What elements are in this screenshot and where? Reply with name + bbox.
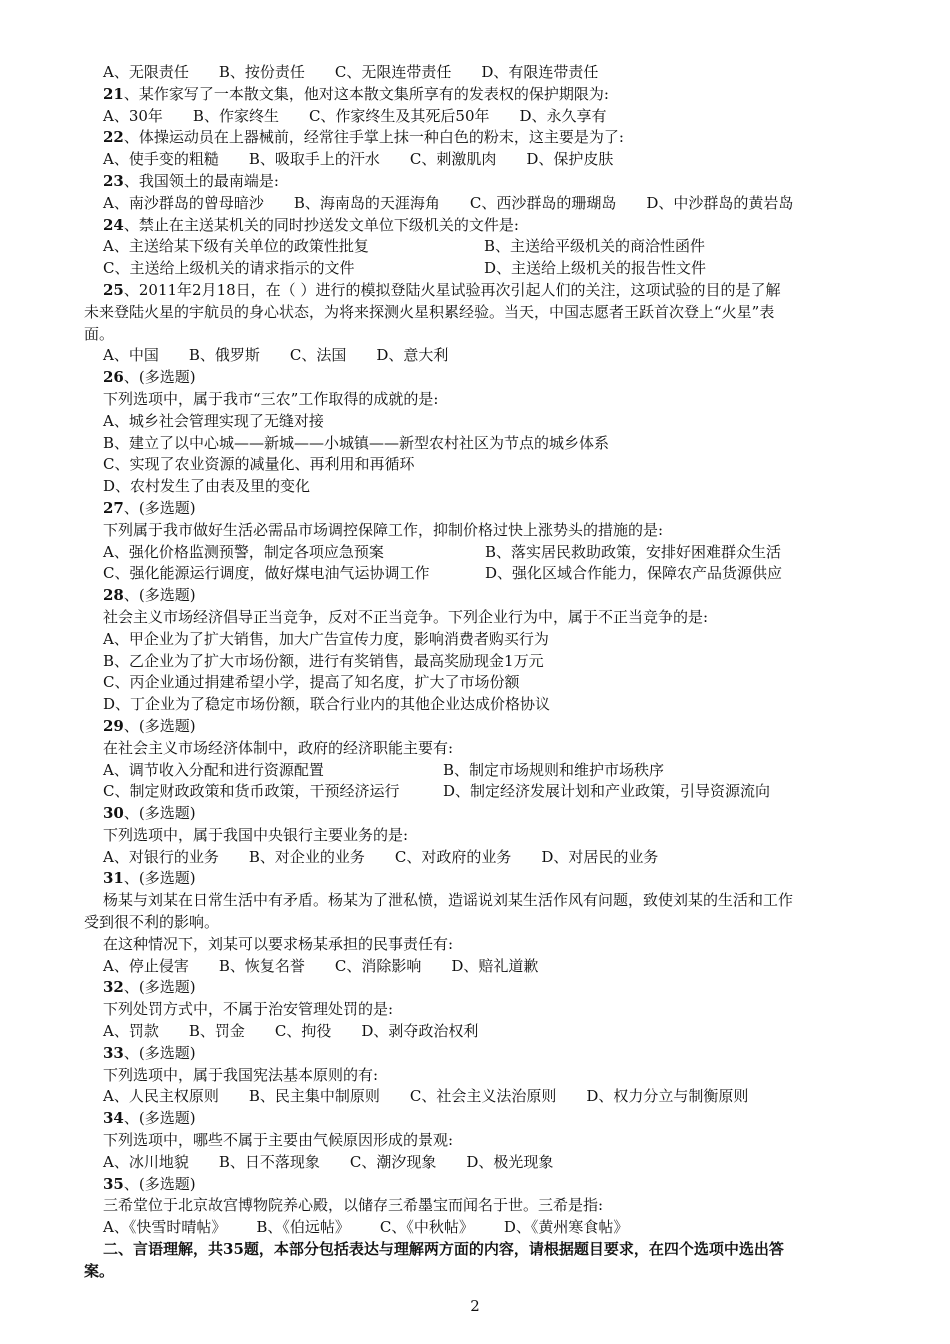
option-b: B、作家终生	[192, 106, 279, 125]
options-row	[84, 258, 874, 280]
question-tag: 、(多选题)	[123, 804, 196, 823]
question-number: 26	[103, 368, 124, 387]
option-b: B、恢复名誉	[218, 956, 305, 975]
option-c: C、法国	[289, 346, 347, 365]
option-d: D、强化区域合作能力，保障农产品货源供应	[485, 564, 783, 583]
option-a: A、调节收入分配和进行资源配置	[103, 760, 324, 779]
option-c: C、潮汐现象	[349, 1152, 437, 1171]
question-stem: 杨某与刘某在日常生活中有矛盾。杨某为了泄私愤，造谣说刘某生活作风有问题，致使刘某的生活和工作	[103, 891, 794, 910]
page-number: 2	[470, 1297, 480, 1315]
question-text: 、体操运动员在上器械前，经常往手掌上抹一种白色的粉末，这主要是为了:	[123, 128, 624, 147]
question-number: 30	[103, 804, 124, 823]
option-b: B、建立了以中心城——新城——小城镇——新型农村社区为节点的城乡体系	[103, 433, 610, 452]
option-b: B、《伯远帖》	[256, 1218, 350, 1237]
question-number: 23	[103, 171, 124, 190]
question-stem: 下列选项中，属于我市“三农”工作取得的成就的是:	[103, 389, 439, 408]
question-tag: 、(多选题)	[123, 1043, 196, 1062]
question-30	[84, 803, 874, 825]
options-row	[84, 106, 874, 128]
option-c: C、对政府的业务	[394, 847, 512, 866]
question-stem: 下列选项中，哪些不属于主要由气候原因形成的景观:	[103, 1131, 454, 1150]
question-number: 33	[103, 1043, 124, 1062]
section-heading-cont: 案。	[84, 1261, 115, 1280]
option-a: A、中国	[103, 346, 159, 365]
question-number: 32	[103, 978, 124, 997]
question-35	[84, 1174, 874, 1196]
page-content	[84, 62, 874, 1283]
option-c: C、刺激肌肉	[409, 150, 497, 169]
question-number: 29	[103, 716, 124, 735]
question-stem: 在这种情况下，刘某可以要求杨某承担的民事责任有:	[103, 934, 454, 953]
question-21	[84, 84, 874, 106]
question-tag: 、(多选题)	[123, 498, 196, 517]
question-24	[84, 215, 874, 237]
question-number: 24	[103, 215, 124, 234]
question-stem: 下列选项中，属于我国宪法基本原则的有:	[103, 1065, 379, 1084]
option-d: D、对居民的业务	[541, 847, 659, 866]
question-tag: 、(多选题)	[123, 368, 196, 387]
question-tag: 、(多选题)	[123, 716, 196, 735]
question-stem: 下列处罚方式中，不属于治安管理处罚的是:	[103, 1000, 394, 1019]
options-row	[84, 1021, 874, 1043]
question-tag: 、(多选题)	[123, 586, 196, 605]
question-stem-cont: 受到很不利的影响。	[84, 913, 220, 932]
options-row	[84, 1152, 874, 1174]
question-stem: 社会主义市场经济倡导正当竞争，反对不正当竞争。下列企业行为中，属于不正当竞争的是:	[103, 607, 709, 626]
option-a: A、《快雪时晴帖》	[103, 1218, 227, 1237]
option-c: C、社会主义法治原则	[409, 1087, 557, 1106]
options-row	[84, 847, 874, 869]
options-row	[84, 236, 874, 258]
options-row	[84, 1217, 874, 1239]
option-a: A、30年	[103, 106, 163, 125]
option-a: A、甲企业为了扩大销售，加大广告宣传力度，影响消费者购买行为	[103, 629, 549, 648]
option-a: A、无限责任	[103, 63, 189, 81]
option-b: B、吸取手上的汗水	[248, 150, 380, 169]
option-d: D、剥夺政治权利	[361, 1022, 479, 1041]
option-b: B、俄罗斯	[188, 346, 260, 365]
option-c: C、丙企业通过捐建希望小学，提高了知名度，扩大了市场份额	[103, 673, 520, 692]
question-27	[84, 498, 874, 520]
option-a: A、城乡社会管理实现了无缝对接	[103, 411, 324, 430]
question-number: 34	[103, 1109, 124, 1128]
option-a: A、对银行的业务	[103, 847, 219, 866]
question-text: 、2011年2月18日，在（ ）进行的模拟登陆火星试验再次引起人们的关注，这项试验的目的是了解	[123, 280, 781, 299]
question-23	[84, 171, 874, 193]
option-c: C、西沙群岛的珊瑚岛	[469, 193, 617, 212]
option-c: C、消除影响	[334, 956, 422, 975]
option-c: C、拘役	[274, 1022, 332, 1041]
option-c: C、《中秋帖》	[379, 1218, 474, 1237]
options-row	[84, 1086, 874, 1108]
option-a: A、罚款	[103, 1022, 159, 1041]
options-row	[84, 542, 874, 564]
option-b: B、海南岛的天涯海角	[293, 193, 440, 212]
question-stem: 下列选项中，属于我国中央银行主要业务的是:	[103, 825, 409, 844]
option-d: D、保护皮肤	[526, 150, 614, 169]
option-d: D、意大利	[376, 346, 449, 365]
option-d: D、赔礼道歉	[451, 956, 539, 975]
question-stem: 在社会主义市场经济体制中，政府的经济职能主要有:	[103, 738, 454, 757]
option-a: A、主送给某下级有关单位的政策性批复	[103, 237, 369, 256]
question-tag: 、(多选题)	[123, 1109, 196, 1128]
option-a: A、使手变的粗糙	[103, 150, 219, 169]
question-28	[84, 585, 874, 607]
option-c: C、作家终生及其死后50年	[308, 106, 490, 125]
question-number: 27	[103, 498, 124, 517]
option-d: D、永久享有	[519, 106, 607, 125]
question-number: 21	[103, 84, 124, 103]
section-heading: 二、言语理解，共35题，本部分包括表达与理解两方面的内容，请根据题目要求，在四个选项中选出答	[103, 1240, 784, 1259]
option-c: C、实现了农业资源的减量化、再利用和再循环	[103, 455, 415, 474]
options-row	[84, 956, 874, 978]
question-number: 22	[103, 128, 124, 147]
question-text-cont: 面。	[84, 324, 115, 343]
option-a: A、强化价格监测预警，制定各项应急预案	[103, 542, 384, 561]
options-row	[84, 345, 874, 367]
option-b: B、落实居民救助政策，安排好困难群众生活	[485, 542, 782, 561]
option-d: D、农村发生了由表及里的变化	[103, 477, 311, 496]
question-stem: 下列属于我市做好生活必需品市场调控保障工作，抑制价格过快上涨势头的措施的是:	[103, 520, 664, 539]
question-22	[84, 127, 874, 149]
question-33	[84, 1043, 874, 1065]
question-tag: 、(多选题)	[123, 869, 196, 888]
option-a: A、停止侵害	[103, 956, 189, 975]
question-tag: 、(多选题)	[123, 978, 196, 997]
question-text: 、我国领土的最南端是:	[123, 171, 279, 190]
question-29	[84, 716, 874, 738]
option-b: B、民主集中制原则	[248, 1087, 380, 1106]
option-b: B、对企业的业务	[248, 847, 365, 866]
option-c: C、主送给上级机关的请求指示的文件	[103, 259, 355, 278]
option-d: D、主送给上级机关的报告性文件	[484, 259, 707, 278]
option-c: C、无限连带责任	[334, 63, 452, 81]
options-row	[84, 193, 874, 215]
option-b: B、罚金	[188, 1022, 245, 1041]
option-d: D、极光现象	[466, 1152, 554, 1171]
question-31	[84, 868, 874, 890]
question-text: 、禁止在主送某机关的同时抄送发文单位下级机关的文件是:	[123, 215, 519, 234]
option-b: B、主送给平级机关的商洽性函件	[484, 237, 706, 256]
question-text-cont: 未来登陆火星的宇航员的身心状态，为将来探测火星积累经验。当天，中国志愿者王跃首次登上“火星”表	[84, 302, 775, 321]
options-row	[84, 149, 874, 171]
option-a: A、冰川地貌	[103, 1152, 189, 1171]
options-row	[84, 62, 874, 84]
option-d: D、制定经济发展计划和产业政策，引导资源流向	[443, 782, 771, 801]
option-b: B、制定市场规则和维护市场秩序	[443, 760, 665, 779]
option-d: D、权力分立与制衡原则	[586, 1087, 749, 1106]
question-number: 35	[103, 1174, 124, 1193]
option-b: B、按份责任	[218, 63, 305, 81]
options-row	[84, 760, 874, 782]
question-stem: 三希堂位于北京故宫博物院养心殿，以储存三希墨宝而闻名于世。三希是指:	[103, 1196, 604, 1215]
options-row	[84, 781, 874, 803]
question-number: 25	[103, 280, 124, 299]
question-text: 、某作家写了一本散文集，他对这本散文集所享有的发表权的保护期限为:	[123, 84, 609, 103]
option-d: D、有限连带责任	[481, 63, 599, 81]
question-25	[84, 280, 874, 302]
option-d: D、中沙群岛的黄岩岛	[646, 193, 794, 212]
option-d: D、丁企业为了稳定市场份额，联合行业内的其他企业达成价格协议	[103, 695, 551, 714]
option-a: A、人民主权原则	[103, 1087, 219, 1106]
options-row	[84, 563, 874, 585]
question-34	[84, 1108, 874, 1130]
option-c: C、强化能源运行调度，做好煤电油气运协调工作	[103, 564, 430, 583]
option-b: B、乙企业为了扩大市场份额，进行有奖销售，最高奖励现金1万元	[103, 651, 544, 670]
question-26	[84, 367, 874, 389]
question-number: 31	[103, 869, 124, 888]
question-tag: 、(多选题)	[123, 1174, 196, 1193]
option-c: C、制定财政政策和货币政策，干预经济运行	[103, 782, 400, 801]
option-d: D、《黄州寒食帖》	[503, 1218, 629, 1237]
option-a: A、南沙群岛的曾母暗沙	[103, 193, 264, 212]
question-number: 28	[103, 586, 124, 605]
question-32	[84, 977, 874, 999]
option-b: B、日不落现象	[218, 1152, 320, 1171]
